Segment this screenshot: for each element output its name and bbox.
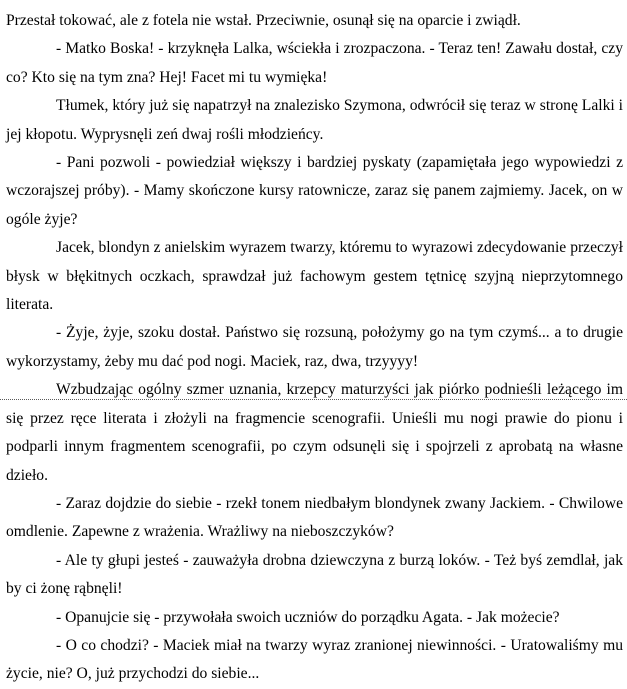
paragraph: Wzbudzając ogólny szmer uznania, krzepcy maturzyści jak piórko podnieśli leżącego im się przez ręce literata i złożyli na fragmencie scenografii. Unieśli mu nogi prawie do pionu i podparli innym fragmentem scenografii, po czym odsunęli się i spojrzeli z aprobatą na własne dzieło. [6,381,623,484]
paragraph: Tłumek, który już się napatrzył na znalezisko Szymona, odwrócił się teraz w stronę Lalki i jej kłopotu. Wyprysnęli zeń dwaj rośli młodzieńcy. [6,97,623,143]
paragraph: - Ale ty głupi jesteś - zauważyła drobna dziewczyna z burzą loków. - Też byś zemdlał, jak by ci żonę rąbnęli! [6,551,623,598]
paragraph: Przestał tokować, ale z fotela nie wstał. Przeciwnie, osunął się na oparcie i zwiądł. [6,12,521,29]
page-break-line [0,399,627,400]
document-body [6,7,623,689]
paragraph: - O co chodzi? - Maciek miał na twarzy wyraz zranionej niewinności. - Uratowaliśmy mu życie, nie? O, już przychodzi do siebie... [6,636,623,683]
paragraph: - Matko Boska! - krzyknęła Lalka, wściekła i zrozpaczona. - Teraz ten! Zawału dostał, czy co? Kto się na tym zna? Hej! Facet mi tu wymięka! [6,40,623,86]
paragraph: - Pani pozwoli - powiedział większy i bardziej pyskaty (zapamiętała jego wypowiedzi z wczorajszej próby). - Mamy skończone kursy ratownicze, zaraz się panem zajmiemy. Jacek, on w ogóle żyje? [6,154,623,228]
paragraph: - Zaraz dojdzie do siebie - rzekł tonem niedbałym blondynek zwany Jackiem. - Chwilowe omdlenie. Zapewne z wrażenia. Wrażliwy na nieboszczyków? [6,494,623,541]
paragraph: - Opanujcie się - przywołała swoich uczniów do porządku Agata. - Jak możecie? [56,608,560,626]
paragraph: Jacek, blondyn z anielskim wyrazem twarzy, któremu to wyrazowi zdecydowanie przeczył błysk w błękitnych oczkach, sprawdzał już fachowym gestem tętnicę szyjną nieprzytomnego literata. [6,239,623,314]
paragraph: - Żyje, żyje, szoku dostał. Państwo się rozsuną, położymy go na tym czymś... a to drugie wykorzystamy, żeby mu dać pod nogi. Maciek, raz, dwa, trzyyyy! [6,324,623,370]
